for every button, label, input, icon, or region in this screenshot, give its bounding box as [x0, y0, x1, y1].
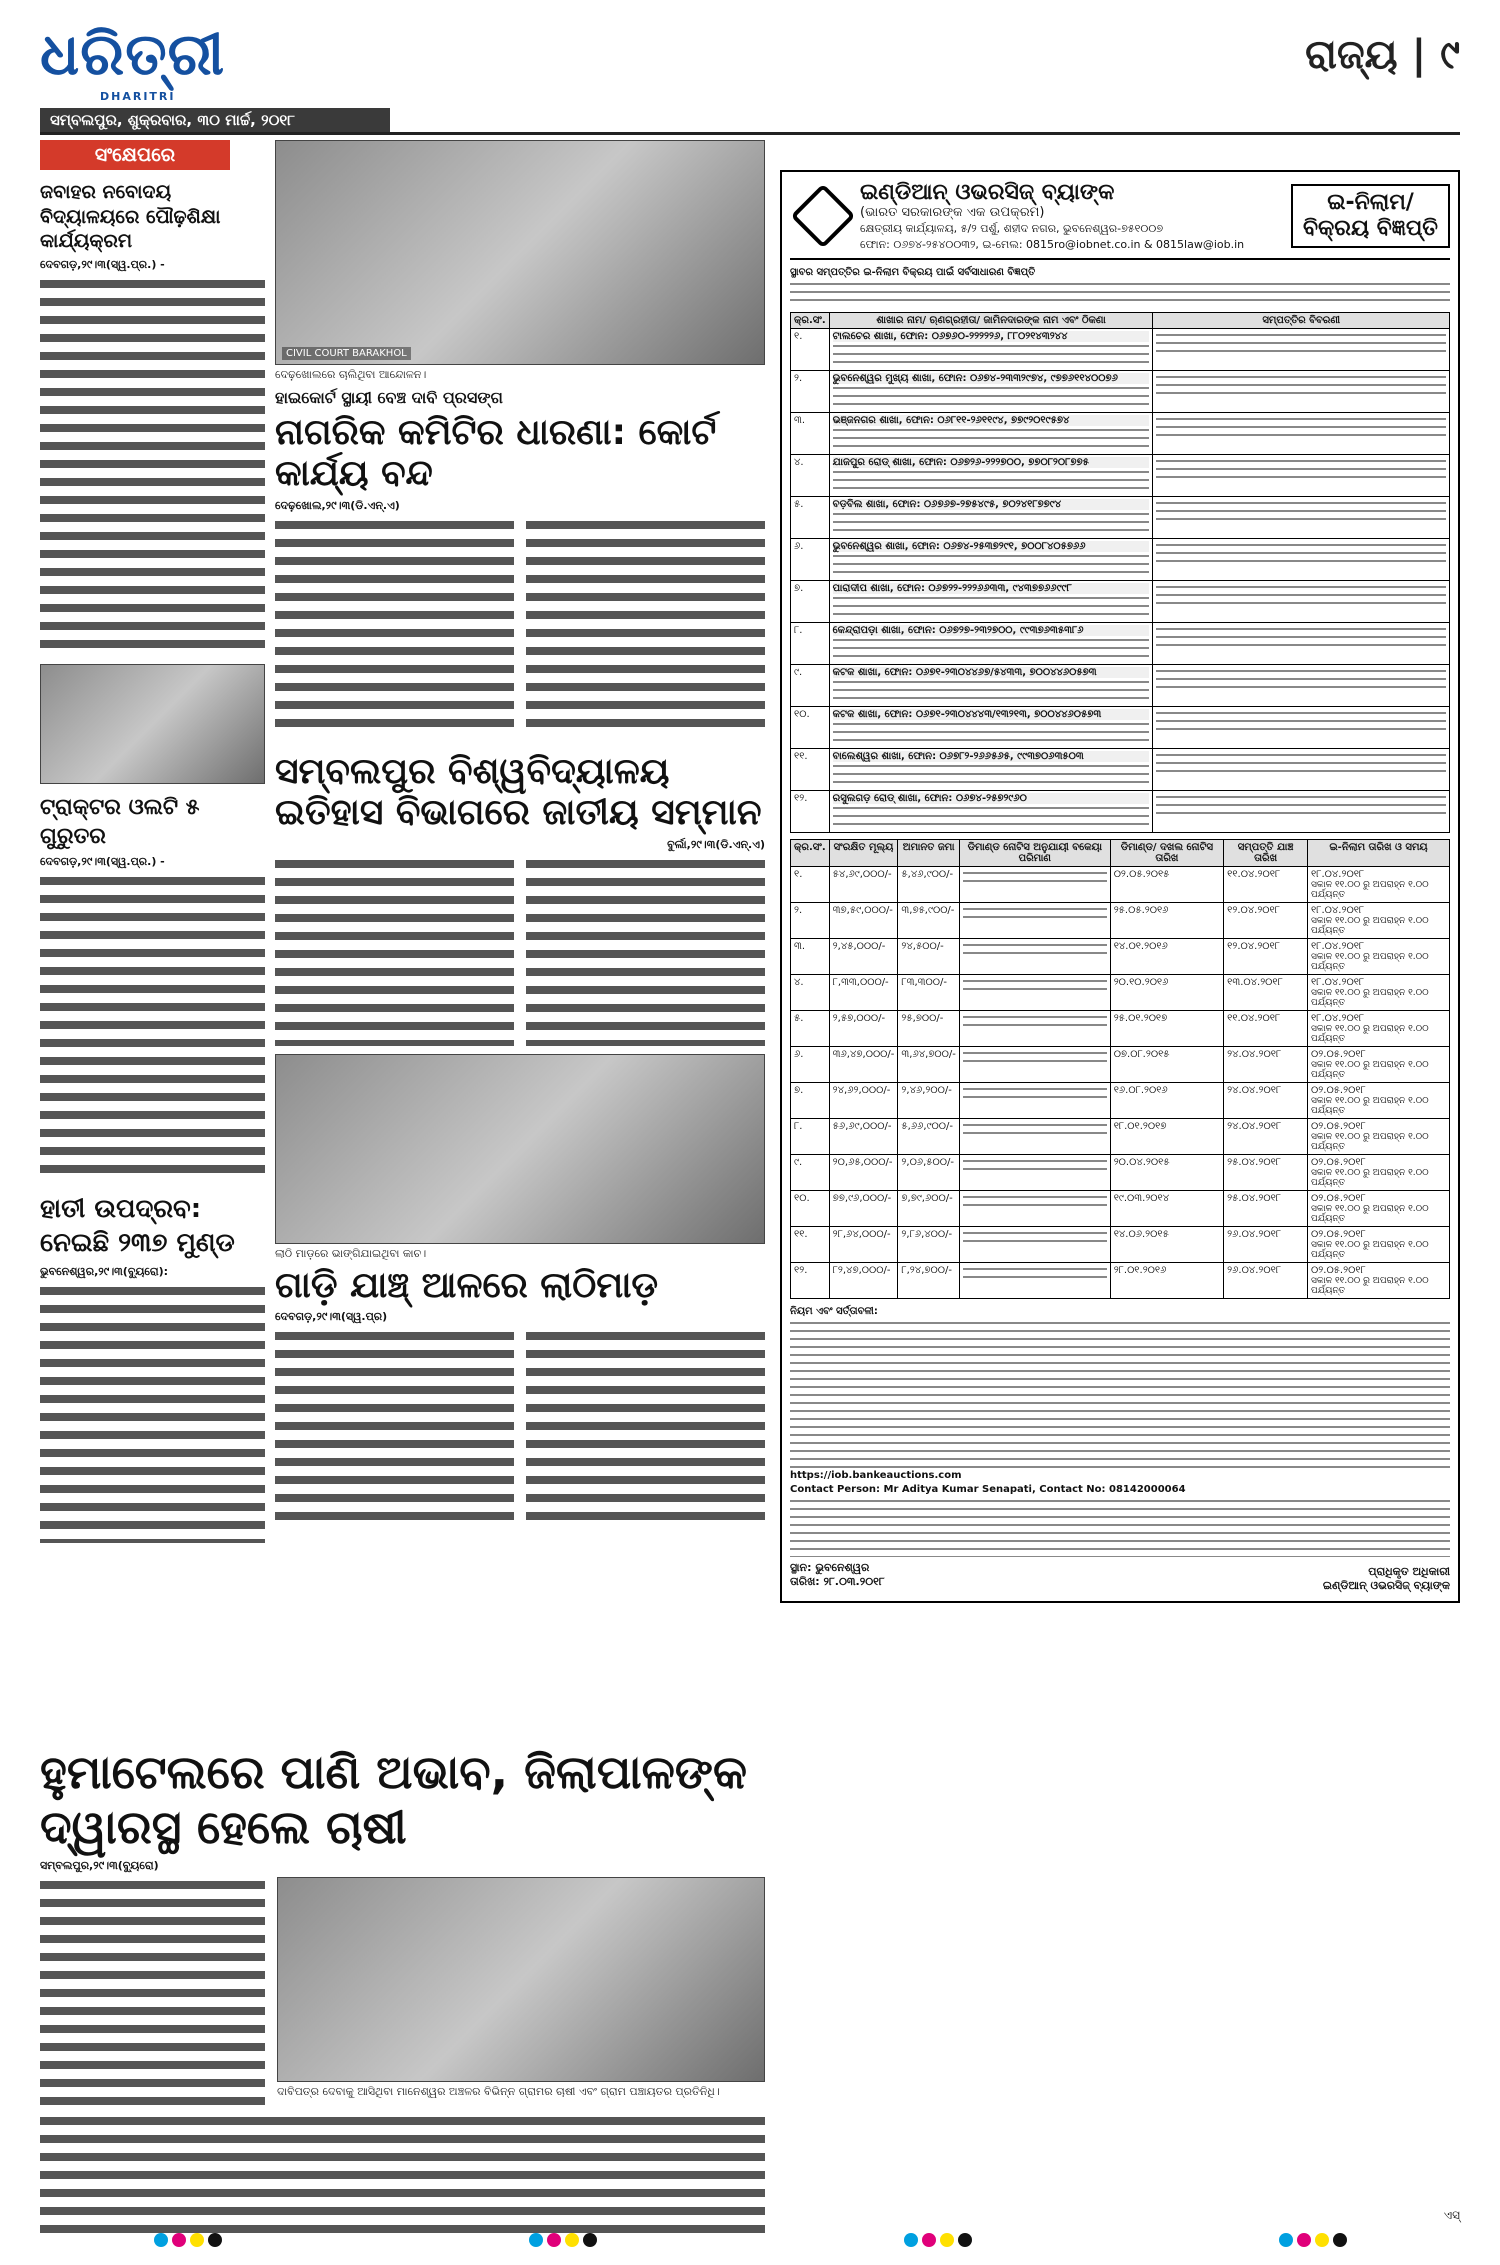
registration-marks: [529, 2233, 597, 2247]
bank-contact: ଫୋନ: ୦୬୭୪-୨୫୪୦୦୩୨, ଇ-ମେଲ: 0815ro@iobnet.co.in & 0815law@iob.in: [860, 238, 1245, 251]
auction-schedule-table: କ୍ର.ସଂ. ସଂରକ୍ଷିତ ମୂଲ୍ୟ ଅମାନତ ଜମା ଡିମାଣ୍ଡ ନୋଟିସ ଅନୁଯାୟୀ ବକେୟା ପରିମାଣ ଡିମାଣ୍ଡ/ ଦଖଲ ନୋଟିସ ତାରିଖ ସମ୍ପତ୍ତି ଯାଞ୍ଚ ତାରିଖ ଇ-ନିଲାମ ତାରିଖ ଓ ସମୟ ୧. ୫୪,୬୯,୦୦୦/- ୫,୪୬,୯୦୦/- ୦୨.୦୫.୨୦୧୫ ୧୧.୦୪.୨୦୧୮ ୧୮.୦୪.୨୦୧୮ ସକାଳ ୧୧.୦୦ ରୁ ଅପରାହ୍ନ ୧.୦୦ ପର୍ଯ୍ୟନ୍ତ ୨. ୩୭,୫୯,୦୦୦/- ୩,୭୫,୯୦୦/- ୨୫.୦୫.୨୦୧୬ ୧୨.୦୪.୨୦୧୮ ୧୮.୦୪.୨୦୧୮ ସକାଳ ୧୧.୦୦ ରୁ ଅପରାହ୍ନ ୧.୦୦ ପର୍ଯ୍ୟନ୍ତ ୩. ୨,୪୫,୦୦୦/- ୨୪,୫୦୦/- ୧୪.୦୧.୨୦୧୬ ୧୨.୦୪.୨୦୧୮ ୧୮.୦୪.୨୦୧୮ ସକାଳ ୧୧.୦୦ ରୁ ଅପରାହ୍ନ ୧.୦୦ ପର୍ଯ୍ୟନ୍ତ ୪. ୮,୩୩,୦୦୦/- ୮୩,୩୦୦/- ୨୦.୧୦.୨୦୧୬ ୧୩.୦୪.୨୦୧୮ ୧୮.୦୪.୨୦୧୮ ସକାଳ ୧୧.୦୦ ରୁ ଅପରାହ୍ନ ୧.୦୦ ପର୍ଯ୍ୟନ୍ତ ୫. ୨,୫୭,୦୦୦/- ୨୫,୭୦୦/- ୨୫.୦୧.୨୦୧୭ ୧୧.୦୪.୨୦୧୮ ୧୮.୦୪.୨୦୧୮ ସକାଳ ୧୧.୦୦ ରୁ ଅପରାହ୍ନ ୧.୦୦ ପର୍ଯ୍ୟନ୍ତ ୬. ୩୬,୪୭,୦୦୦/- ୩,୬୪,୭୦୦/- ୦୭.୦୮.୨୦୧୫ ୨୪.୦୪.୨୦୧୮ ୦୨.୦୫.୨୦୧୮ ସକାଳ ୧୧.୦୦ ରୁ ଅପରାହ୍ନ ୧.୦୦ ପର୍ଯ୍ୟନ୍ତ ୭. ୨୪,୬୨,୦୦୦/- ୨,୪୬,୨୦୦/- ୧୬.୦୮.୨୦୧୬ ୨୪.୦୪.୨୦୧୮ ୦୨.୦୫.୨୦୧୮ ସକାଳ ୧୧.୦୦ ରୁ ଅପରାହ୍ନ ୧.୦୦ ପର୍ଯ୍ୟନ୍ତ ୮. ୫୬,୬୯,୦୦୦/- ୫,୬୬,୯୦୦/- ୧୮.୦୧.୨୦୧୭ ୨୪.୦୪.୨୦୧୮ ୦୨.୦୫.୨୦୧୮ ସକାଳ ୧୧.୦୦ ରୁ ଅପରାହ୍ନ ୧.୦୦ ପର୍ଯ୍ୟନ୍ତ ୯. ୨୦,୬୫,୦୦୦/- ୨,୦୬,୫୦୦/- ୨୦.୦୪.୨୦୧୫ ୨୫.୦୪.୨୦୧୮ ୦୨.୦୫.୨୦୧୮ ସକାଳ ୧୧.୦୦ ରୁ ଅପରାହ୍ନ ୧.୦୦ ପର୍ଯ୍ୟନ୍ତ ୧୦. ୭୭,୯୬,୦୦୦/- ୭,୭୯,୬୦୦/- ୧୯.୦୩.୨୦୧୪ ୨୫.୦୪.୨୦୧୮ ୦୨.୦୫.୨୦୧୮ ସକାଳ ୧୧.୦୦ ରୁ ଅପରାହ୍ନ ୧.୦୦ ପର୍ଯ୍ୟନ୍ତ ୧୧. ୨୮,୬୪,୦୦୦/- ୨,୮୬,୪୦୦/- ୧୪.୦୬.୨୦୧୫ ୨୬.୦୪.୨୦୧୮ ୦୨.୦୫.୨୦୧୮ ସକାଳ ୧୧.୦୦ ରୁ ଅପରାହ୍ନ ୧.୦୦ ପର୍ଯ୍ୟନ୍ତ ୧୨. ୮୨,୪୭,୦୦୦/- ୮,୨୪,୭୦୦/- ୨୮.୦୧.୨୦୧୬ ୨୬.୦୪.୨୦୧୮ ୦୨.୦୫.୨୦୧୮ ସକାଳ ୧୧.୦୦ ରୁ ଅପରାହ୍ନ ୧.୦୦ ପର୍ଯ୍ୟନ୍ତ: [790, 839, 1450, 1299]
story-byline: ଦେବଗଡ଼,୨୯।୩(ସ୍ୱ.ପ୍ର): [275, 1309, 388, 1323]
table-row: ୧୧. ବାଲେଶ୍ୱର ଶାଖା, ଫୋନ: ୦୬୭୮୨-୨୬୬୫୬୫, ୯୯୩୭୦୬୩୫୦୩: [791, 749, 1450, 791]
briefs-tag: ସଂକ୍ଷେପରେ: [40, 140, 230, 170]
story-headline: ଗାଡ଼ି ଯାଞ୍ଚ୍ ଆଳରେ ଲାଠିମାଡ଼: [275, 1264, 659, 1306]
brief-title: ଜବାହର ନବୋଦୟ ବିଦ୍ୟାଳୟରେ ପୌଢ଼ଶିକ୍ଷା କାର୍ଯ୍ୟକ୍ରମ: [40, 181, 221, 253]
table-row: ୧୧. ୨୮,୬୪,୦୦୦/- ୨,୮୬,୪୦୦/- ୧୪.୦୬.୨୦୧୫ ୨୬.୦୪.୨୦୧୮ ୦୨.୦୫.୨୦୧୮ ସକାଳ ୧୧.୦୦ ରୁ ଅପରାହ୍ନ ୧.୦୦ ପର୍ଯ୍ୟନ୍ତ: [791, 1227, 1450, 1263]
section-name: ରାଜ୍ୟ | ୯: [1305, 32, 1460, 78]
story-body: [275, 856, 765, 1046]
photo-caption: ଦାବିପତ୍ର ଦେବାକୁ ଆସିଥିବା ମାନେଶ୍ୱର ଅଞ୍ଚଳର ବିଭିନ୍ନ ଗ୍ରାମର ଚାଷୀ ଏବଂ ଗ୍ରାମ ପଞ୍ଚାୟତର ପ୍ରତିନିଧି।: [277, 2085, 720, 2099]
table-row: ୫. ୨,୫୭,୦୦୦/- ୨୫,୭୦୦/- ୨୫.୦୧.୨୦୧୭ ୧୧.୦୪.୨୦୧୮ ୧୮.୦୪.୨୦୧୮ ସକାଳ ୧୧.୦୦ ରୁ ଅପରାହ୍ନ ୧.୦୦ ପର୍ଯ୍ୟନ୍ତ: [791, 1011, 1450, 1047]
table-row: ୮. କେନ୍ଦ୍ରାପଡ଼ା ଶାଖା, ଫୋନ: ୦୬୭୨୭-୨୩୨୭୦୦, ୯୯୩୭୬୩୫୩୮୬: [791, 623, 1450, 665]
registration-marks: [154, 2233, 222, 2247]
contact-person: Contact Person: Mr Aditya Kumar Senapati, Contact No: 08142000064: [790, 1484, 1186, 1495]
story-body: [275, 1328, 765, 1528]
briefs-column: [40, 140, 265, 1543]
brief-body: [40, 276, 265, 656]
story-byline: ବୁର୍ଲା,୨୯।୩(ଡି.ଏନ୍.ଏ): [667, 837, 765, 851]
sign-place: ସ୍ଥାନ: ଭୁବନେଶ୍ୱର: [790, 1561, 870, 1574]
story-photo: [277, 1877, 765, 2082]
brief-photo: [40, 664, 265, 784]
table-row: ୭. ୨୪,୬୨,୦୦୦/- ୨,୪୬,୨୦୦/- ୧୬.୦୮.୨୦୧୬ ୨୪.୦୪.୨୦୧୮ ୦୨.୦୫.୨୦୧୮ ସକାଳ ୧୧.୦୦ ରୁ ଅପରାହ୍ନ ୧.୦୦ ପର୍ଯ୍ୟନ୍ତ: [791, 1083, 1450, 1119]
brief-dateline: ଦେବଗଡ଼,୨୯।୩(ସ୍ୱ.ପ୍ର.) -: [40, 258, 165, 272]
table-row: ୧୨. ୮୨,୪୭,୦୦୦/- ୮,୨୪,୭୦୦/- ୨୮.୦୧.୨୦୧୬ ୨୬.୦୪.୨୦୧୮ ୦୨.୦୫.୨୦୧୮ ସକାଳ ୧୧.୦୦ ରୁ ଅପରାହ୍ନ ୧.୦୦ ପର୍ଯ୍ୟନ୍ତ: [791, 1263, 1450, 1299]
auction-website[interactable]: https://iob.bankeauctions.com: [790, 1470, 962, 1481]
table-row: ୬. ୩୬,୪୭,୦୦୦/- ୩,୬୪,୭୦୦/- ୦୭.୦୮.୨୦୧୫ ୨୪.୦୪.୨୦୧୮ ୦୨.୦୫.୨୦୧୮ ସକାଳ ୧୧.୦୦ ରୁ ଅପରାହ୍ନ ୧.୦୦ ପର୍ଯ୍ୟନ୍ତ: [791, 1047, 1450, 1083]
table-row: ୧. ୫୪,୬୯,୦୦୦/- ୫,୪୬,୯୦୦/- ୦୨.୦୫.୨୦୧୫ ୧୧.୦୪.୨୦୧୮ ୧୮.୦୪.୨୦୧୮ ସକାଳ ୧୧.୦୦ ରୁ ଅପରାହ୍ନ ୧.୦୦ ପର୍ଯ୍ୟନ୍ତ: [791, 867, 1450, 903]
bank-logo-icon: [790, 183, 855, 248]
newspaper-logo: ଧରିତ୍ରୀ: [40, 20, 226, 88]
table-row: ୧୦. କଟକ ଶାଖା, ଫୋନ: ୦୬୭୧-୨୩୦୪୪୪୩/୧୩୨୧୩, ୭୦୦୪୪୬୦୫୭୩: [791, 707, 1450, 749]
page-corner-mark: ଏସ୍: [1443, 2208, 1460, 2222]
table-row: ୩. ଭଞ୍ଜନଗର ଶାଖା, ଫୋନ: ୦୬୮୧୧-୨୬୧୧୯୪, ୭୭୯୨୦୧୯୫୭୪: [791, 413, 1450, 455]
newspaper-logo-latin: DHARITRI: [100, 90, 176, 103]
story-body: [275, 517, 765, 737]
bank-name: ଇଣ୍ଡିଆନ୍ ଓଭରସିଜ୍ ବ୍ୟାଙ୍କ: [860, 180, 1115, 205]
story-photo: [275, 140, 765, 365]
table-row: ୬. ଭୁବନେଶ୍ୱର ଶାଖା, ଫୋନ: ୦୬୭୪-୨୫୩୭୨୯୧, ୭୦୦୮୪୦୫୭୬୬: [791, 539, 1450, 581]
table-row: ୨. ଭୁବନେଶ୍ୱର ମୁଖ୍ୟ ଶାଖା, ଫୋନ: ୦୬୭୪-୨୩୩୨୯୭୪, ୯୭୭୬୧୧୪୦୦୭୬: [791, 371, 1450, 413]
story-headline: ନାଗରିକ କମିଟିର ଧାରଣା: କୋର୍ଟ କାର୍ଯ୍ୟ ବନ୍ଦ: [275, 412, 717, 495]
story-headline: ସମ୍ବଲପୁର ବିଶ୍ୱବିଦ୍ୟାଳୟ ଇତିହାସ ବିଭାଗରେ ଜାତୀୟ ସମ୍ମାନ: [275, 750, 762, 834]
masthead-rule: [40, 132, 1460, 135]
story-kicker: ହାଇକୋର୍ଟ ସ୍ଥାୟୀ ବେଞ୍ଚ ଦାବି ପ୍ରସଙ୍ଗ: [275, 388, 503, 407]
dateline: ସମ୍ବଲପୁର, ଶୁକ୍ରବାର, ୩୦ ମାର୍ଚ୍ଚ, ୨୦୧୮: [40, 108, 390, 132]
stories-column: [275, 140, 765, 1528]
story-body: [40, 1877, 265, 2107]
sign-bank: ଇଣ୍ଡିଆନ୍ ଓଭରସିଜ୍ ବ୍ୟାଙ୍କ: [1322, 1579, 1450, 1592]
story-photo: [275, 1054, 765, 1244]
section-label: ରାଜ୍ୟ: [1305, 32, 1398, 78]
registration-marks: [904, 2233, 972, 2247]
table-row: ୭. ପାରାଦୀପ ଶାଖା, ଫୋନ: ୦୬୭୨୨-୨୨୨୬୬୩୩, ୯୪୩୭୭୬୬୯୯୮: [791, 581, 1450, 623]
table-row: ୮. ୫୬,୬୯,୦୦୦/- ୫,୬୬,୯୦୦/- ୧୮.୦୧.୨୦୧୭ ୨୪.୦୪.୨୦୧୮ ୦୨.୦୫.୨୦୧୮ ସକାଳ ୧୧.୦୦ ରୁ ଅପରାହ୍ନ ୧.୦୦ ପର୍ଯ୍ୟନ୍ତ: [791, 1119, 1450, 1155]
masthead: [40, 20, 1460, 130]
table-row: ୩. ୨,୪୫,୦୦୦/- ୨୪,୫୦୦/- ୧୪.୦୧.୨୦୧୬ ୧୨.୦୪.୨୦୧୮ ୧୮.୦୪.୨୦୧୮ ସକାଳ ୧୧.୦୦ ରୁ ଅପରାହ୍ନ ୧.୦୦ ପର୍ଯ୍ୟନ୍ତ: [791, 939, 1450, 975]
registration-marks: [1279, 2233, 1347, 2247]
photo-caption: ଦେଢ଼ଖୋଲରେ ଚାଲିଥିବା ଆନ୍ଦୋଳନ।: [275, 368, 427, 381]
table-row: ୪. ଯାଜପୁର ରୋଡ୍ ଶାଖା, ଫୋନ: ୦୬୭୨୬-୨୨୨୭୦୦, ୭୭୦୮୨୦୮୭୭୫: [791, 455, 1450, 497]
ad-intro: ସ୍ଥାବର ସମ୍ପତ୍ତିର ଇ-ନିଲାମ ବିକ୍ରୟ ପାଇଁ ସର୍ବସାଧାରଣ ବିଜ୍ଞପ୍ତି: [790, 266, 1450, 306]
page-number: ୯: [1440, 32, 1460, 78]
brief-title: ହାତୀ ଉପଦ୍ରବ: ନେଇଛି ୨୩୭ ମୁଣ୍ଡ: [40, 1194, 235, 1259]
story-byline: ସମ୍ବଲପୁର,୨୯।୩(ବ୍ୟୁରୋ): [40, 1859, 159, 1873]
sign-title: ପ୍ରାଧିକୃତ ଅଧିକାରୀ: [1368, 1565, 1450, 1578]
bank-auction-ad: [780, 170, 1460, 1603]
photo-sign: CIVIL COURT BARAKHOL: [282, 347, 411, 360]
story-byline: ଦେଢ଼ଖୋଲ,୨୯।୩(ଡି.ଏନ୍.ଏ): [275, 498, 400, 512]
table-row: ୧. ଟାଲଚେର ଶାଖା, ଫୋନ: ୦୬୭୬୦-୨୨୨୨୨୬, ୮୮୦୨୧୪୩୨୪୪: [791, 329, 1450, 371]
bank-subtitle: (ଭାରତ ସରକାରଙ୍କ ଏକ ଉପକ୍ରମ): [860, 205, 1045, 220]
brief-dateline: ଦେବଗଡ଼,୨୯।୩(ସ୍ୱ.ପ୍ର.) -: [40, 855, 165, 869]
story-body: [40, 2113, 765, 2233]
bottom-story: [40, 1745, 765, 2233]
brief-body: [40, 873, 265, 1183]
story-headline: ହୁମାଟେଲରେ ପାଣି ଅଭାବ, ଜିଲାପାଳଙ୍କ ଦ୍ୱାରସ୍ଥ ହେଲେ ଚାଷୀ: [40, 1745, 747, 1855]
bank-office: କ୍ଷେତ୍ରୀୟ କାର୍ଯ୍ୟାଳୟ, ୫/୨ ପର୍ଶୁ, ଶହୀଦ ନଗର, ଭୁବନେଶ୍ୱର-୭୫୧୦୦୭: [860, 222, 1164, 235]
table-row: ୪. ୮,୩୩,୦୦୦/- ୮୩,୩୦୦/- ୨୦.୧୦.୨୦୧୬ ୧୩.୦୪.୨୦୧୮ ୧୮.୦୪.୨୦୧୮ ସକାଳ ୧୧.୦୦ ରୁ ଅପରାହ୍ନ ୧.୦୦ ପର୍ଯ୍ୟନ୍ତ: [791, 975, 1450, 1011]
table-row: ୨. ୩୭,୫୯,୦୦୦/- ୩,୭୫,୯୦୦/- ୨୫.୦୫.୨୦୧୬ ୧୨.୦୪.୨୦୧୮ ୧୮.୦୪.୨୦୧୮ ସକାଳ ୧୧.୦୦ ରୁ ଅପରାହ୍ନ ୧.୦୦ ପର୍ଯ୍ୟନ୍ତ: [791, 903, 1450, 939]
brief-body: [40, 1283, 265, 1543]
table-row: ୧୦. ୭୭,୯୬,୦୦୦/- ୭,୭୯,୬୦୦/- ୧୯.୦୩.୨୦୧୪ ୨୫.୦୪.୨୦୧୮ ୦୨.୦୫.୨୦୧୮ ସକାଳ ୧୧.୦୦ ରୁ ଅପରାହ୍ନ ୧.୦୦ ପର୍ଯ୍ୟନ୍ତ: [791, 1191, 1450, 1227]
sign-date: ତାରିଖ: ୨୮.୦୩.୨୦୧୮: [790, 1575, 885, 1588]
table-row: ୧୨. ରସୁଲଗଡ଼ ରୋଡ୍ ଶାଖା, ଫୋନ: ୦୬୭୪-୨୫୭୨୯୬୦: [791, 791, 1450, 833]
branch-table: କ୍ର.ସଂ. ଶାଖାର ନାମ/ ଋଣଗ୍ରହୀତା/ ଜାମିନଦାରଙ୍କ ନାମ ଏବଂ ଠିକଣା ସମ୍ପତ୍ତିର ବିବରଣୀ ୧. ଟାଲଚେର ଶାଖା, ଫୋନ: ୦୬୭୬୦-୨୨୨୨୨୬, ୮୮୦୨୧୪୩୨୪୪ ୨. ଭୁବନେଶ୍ୱର ମୁଖ୍ୟ ଶାଖା, ଫୋନ: ୦୬୭୪-୨୩୩୨୯୭୪, ୯୭୭୬୧୧୪୦୦୭୬ ୩. ଭଞ୍ଜନଗର ଶାଖା, ଫୋନ: ୦୬୮୧୧-୨୬୧୧୯୪, ୭୭୯୨୦୧୯୫୭୪ ୪. ଯାଜପୁର ରୋଡ୍ ଶାଖା, ଫୋନ: ୦୬୭୨୬-୨୨୨୭୦୦, ୭୭୦୮୨୦୮୭୭୫ ୫. ବଡ଼ବିଲ ଶାଖା, ଫୋନ: ୦୬୭୬୭-୨୭୫୪୯୫, ୭୦୨୪୧୮୭୭୯୪ ୬. ଭୁବନେଶ୍ୱର ଶାଖା, ଫୋନ: ୦୬୭୪-୨୫୩୭୨୯୧, ୭୦୦୮୪୦୫୭୬୬ ୭. ପାରାଦୀପ ଶାଖା, ଫୋନ: ୦୬୭୨୨-୨୨୨୬୬୩୩, ୯୪୩୭୭୬୬୯୯୮ ୮. କେନ୍ଦ୍ରାପଡ଼ା ଶାଖା, ଫୋନ: ୦୬୭୨୭-୨୩୨୭୦୦, ୯୯୩୭୬୩୫୩୮୬ ୯. କଟକ ଶାଖା, ଫୋନ: ୦୬୭୧-୨୩୦୪୪୬୭/୫୪୩୩, ୭୦୦୪୪୬୦୫୭୩ ୧୦. କଟକ ଶାଖା, ଫୋନ: ୦୬୭୧-୨୩୦୪୪୪୩/୧୩୨୧୩, ୭୦୦୪୪୬୦୫୭୩ ୧୧. ବାଲେଶ୍ୱର ଶାଖା, ଫୋନ: ୦୬୭୮୨-୨୬୬୫୬୫, ୯୯୩୭୦୬୩୫୦୩ ୧୨. ରସୁଲଗଡ଼ ରୋଡ୍ ଶାଖା, ଫୋନ: ୦୬୭୪-୨୫୭୨୯୬୦: [790, 312, 1450, 833]
brief-dateline: ଭୁବନେଶ୍ୱର,୨୯।୩(ବ୍ୟୁରୋ):: [40, 1264, 169, 1278]
table-row: ୯. କଟକ ଶାଖା, ଫୋନ: ୦୬୭୧-୨୩୦୪୪୬୭/୫୪୩୩, ୭୦୦୪୪୬୦୫୭୩: [791, 665, 1450, 707]
table-row: ୯. ୨୦,୬୫,୦୦୦/- ୨,୦୬,୫୦୦/- ୨୦.୦୪.୨୦୧୫ ୨୫.୦୪.୨୦୧୮ ୦୨.୦୫.୨୦୧୮ ସକାଳ ୧୧.୦୦ ରୁ ଅପରାହ୍ନ ୧.୦୦ ପର୍ଯ୍ୟନ୍ତ: [791, 1155, 1450, 1191]
photo-caption: ଲାଠି ମାଡ଼ରେ ଭାଙ୍ଗିଯାଇଥିବା କାଚ।: [275, 1246, 427, 1260]
auction-title: ଇ-ନିଲାମ/ ବିକ୍ରୟ ବିଜ୍ଞପ୍ତି: [1291, 184, 1450, 249]
brief-title: ଟ୍ରାକ୍ଟର ଓଲଟି ୫ ଗୁରୁତର: [40, 795, 200, 849]
table-row: ୫. ବଡ଼ବିଲ ଶାଖା, ଫୋନ: ୦୬୭୬୭-୨୭୫୪୯୫, ୭୦୨୪୧୮୭୭୯୪: [791, 497, 1450, 539]
terms-conditions: ନିୟମ ଏବଂ ସର୍ତ୍ତାବଳୀ: https://iob.bankeauctions.com Contact Person: Mr Aditya Kumar Senapati, Contact No: 08142000064: [790, 1305, 1450, 1557]
print-registration-bar: [0, 2225, 1500, 2255]
